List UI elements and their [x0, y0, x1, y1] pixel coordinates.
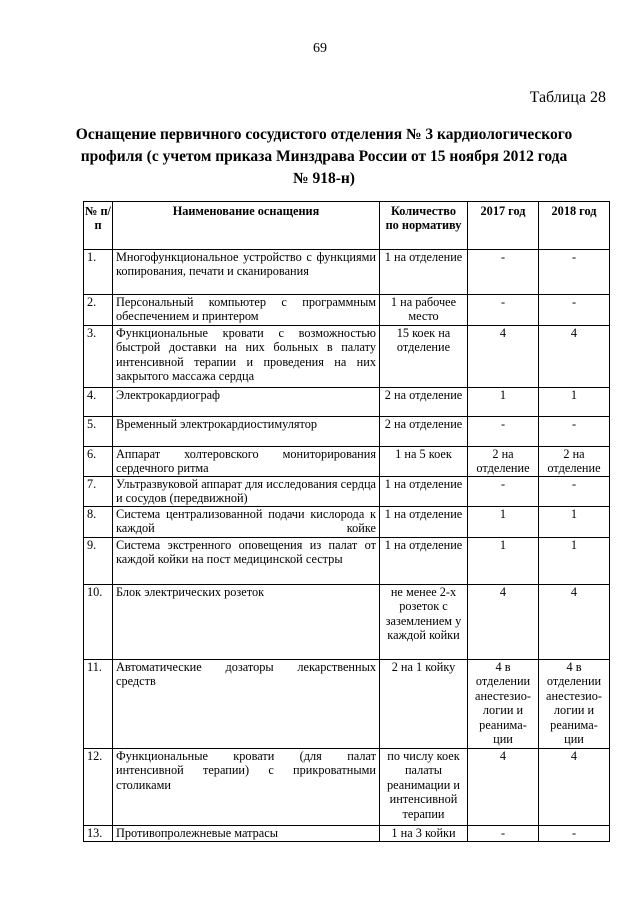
row-number: 4.	[84, 388, 113, 417]
equipment-table	[83, 201, 610, 842]
table-label: Таблица 28	[529, 89, 606, 106]
table-row	[84, 749, 610, 826]
row-2018-value: 4	[539, 749, 610, 826]
title-line: профиля (с учетом приказа Минздрава России от 15 ноября 2012 года	[80, 148, 568, 165]
row-equipment-name: Функциональные кровати с возможностью быстрой доставки на них больных в палату интенсивной терапии и проведения на них закрытого массажа сердца	[113, 326, 380, 388]
row-quantity: 1 на рабочее место	[380, 295, 468, 326]
row-equipment-name: Система централизованной подачи кислорода к каждой койке	[113, 507, 380, 538]
header-name: Наименование оснащения	[113, 202, 380, 250]
row-2018-value: 2 на отделение	[539, 447, 610, 477]
row-2017-value: -	[468, 250, 539, 295]
row-2017-value: -	[468, 295, 539, 326]
row-number: 13.	[84, 826, 113, 842]
row-quantity: не менее 2-х розеток с заземлением у каждой койки	[380, 585, 468, 660]
row-equipment-name: Блок электрических розеток	[113, 585, 380, 660]
row-2018-value: -	[539, 295, 610, 326]
row-2017-value: 4 в отделении анестезио-логии и реанима-ции	[468, 660, 539, 749]
row-2018-value: -	[539, 250, 610, 295]
row-equipment-name: Электрокардиограф	[113, 388, 380, 417]
title-line: Оснащение первичного сосудистого отделения № 3 кардиологического	[75, 126, 573, 143]
row-quantity: 1 на 3 койки	[380, 826, 468, 842]
row-2018-value: -	[539, 826, 610, 842]
row-quantity: 1 на 5 коек	[380, 447, 468, 477]
row-number: 1.	[84, 250, 113, 295]
row-2017-value: 1	[468, 507, 539, 538]
row-number: 3.	[84, 326, 113, 388]
row-number: 11.	[84, 660, 113, 749]
row-2018-value: -	[539, 417, 610, 447]
row-2017-value: -	[468, 417, 539, 447]
row-equipment-name: Персональный компьютер с программным обеспечением и принтером	[113, 295, 380, 326]
header-2017: 2017 год	[468, 202, 539, 250]
table-row	[84, 585, 610, 660]
table-row	[84, 447, 610, 477]
row-equipment-name: Функциональные кровати (для палат интенсивной терапии) с прикроватными столиками	[113, 749, 380, 826]
row-number: 10.	[84, 585, 113, 660]
row-quantity: 2 на отделение	[380, 417, 468, 447]
row-quantity: 2 на 1 койку	[380, 660, 468, 749]
table-row	[84, 538, 610, 585]
table-row	[84, 660, 610, 749]
table-row	[84, 326, 610, 388]
row-quantity: 1 на отделение	[380, 250, 468, 295]
row-equipment-name: Автоматические дозаторы лекарственных средств	[113, 660, 380, 749]
document-title	[60, 124, 588, 190]
row-equipment-name: Система экстренного оповещения из палат от каждой койки на пост медицинской сестры	[113, 538, 380, 585]
page-number: 69	[313, 41, 327, 56]
row-equipment-name: Многофункциональное устройство с функциями копирования, печати и сканирования	[113, 250, 380, 295]
row-equipment-name: Аппарат холтеровского мониторирования сердечного ритма	[113, 447, 380, 477]
table-row	[84, 250, 610, 295]
row-equipment-name: Временный электрокардиостимулятор	[113, 417, 380, 447]
table-header	[84, 202, 610, 250]
row-2017-value: 4	[468, 749, 539, 826]
row-2018-value: -	[539, 477, 610, 507]
row-2017-value: -	[468, 477, 539, 507]
table-row	[84, 477, 610, 507]
row-quantity: 1 на отделение	[380, 477, 468, 507]
header-2018: 2018 год	[539, 202, 610, 250]
row-number: 12.	[84, 749, 113, 826]
row-2018-value: 4	[539, 326, 610, 388]
row-number: 2.	[84, 295, 113, 326]
row-2017-value: 1	[468, 538, 539, 585]
row-2017-value: -	[468, 826, 539, 842]
row-quantity: по числу коек палаты реанимации и интенсивной терапии	[380, 749, 468, 826]
row-2017-value: 1	[468, 388, 539, 417]
row-number: 8.	[84, 507, 113, 538]
row-equipment-name: Противопролежневые матрасы	[113, 826, 380, 842]
row-quantity: 1 на отделение	[380, 538, 468, 585]
row-number: 5.	[84, 417, 113, 447]
row-number: 7.	[84, 477, 113, 507]
row-2017-value: 4	[468, 326, 539, 388]
header-number: № п/п	[84, 202, 113, 250]
table-row	[84, 295, 610, 326]
row-number: 9.	[84, 538, 113, 585]
row-quantity: 2 на отделение	[380, 388, 468, 417]
table-row	[84, 507, 610, 538]
row-2018-value: 1	[539, 538, 610, 585]
row-quantity: 15 коек на отделение	[380, 326, 468, 388]
row-2018-value: 4 в отделении анестезио-логии и реанима-ции	[539, 660, 610, 749]
row-number: 6.	[84, 447, 113, 477]
row-2018-value: 1	[539, 388, 610, 417]
row-2017-value: 2 на отделение	[468, 447, 539, 477]
title-line: № 918-н)	[293, 170, 355, 187]
row-2018-value: 4	[539, 585, 610, 660]
row-2017-value: 4	[468, 585, 539, 660]
row-2018-value: 1	[539, 507, 610, 538]
row-equipment-name: Ультразвуковой аппарат для исследования сердца и сосудов (передвижной)	[113, 477, 380, 507]
header-quantity: Количество по нормативу	[380, 202, 468, 250]
table-row	[84, 417, 610, 447]
row-quantity: 1 на отделение	[380, 507, 468, 538]
table-row	[84, 826, 610, 842]
table-row	[84, 388, 610, 417]
